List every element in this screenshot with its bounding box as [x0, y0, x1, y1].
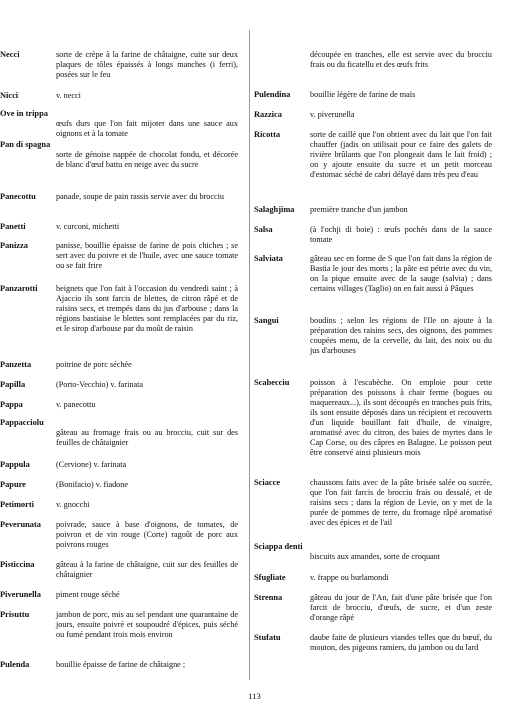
entry-definition: gâteau à la farine de châtaigne, cuit sur des feuilles de châtaignier: [56, 560, 238, 579]
entry-definition: (Cervione) v. farinata: [56, 460, 127, 469]
entry-term: Panzarotti: [0, 284, 38, 293]
entry-term: Pappula: [0, 460, 30, 469]
entry-definition: poisson à l'escabèche. On emploie pour cette préparation des poissons à chair ferme (bogues ou maquereaux...), ils sont découpés en tranches puis frits, ils sont ensuite déposés dans un récipient et recouverts d'un liquide bouillant fait d'huile, de vinaigre, aromatisé avec du citron, des baies de myrtes dans le Cap Corse, ou des câpres en Balagne. Le poisson peut être conservé ainsi plusieurs mois: [310, 378, 492, 457]
entry-term: Panecottu: [0, 192, 36, 201]
entry-term: Prisuttu: [0, 610, 30, 619]
entry-definition: boudins ; selon les régions de l'Ile on ajoute à la préparation des raisins secs, des oignons, des pommes coupées menu, de la cervelle, du lait, des noix ou du jus d'arbouses: [310, 316, 492, 355]
entry-definition: daube faite de plusieurs viandes telles que du bœuf, du mouton, des pigeons ramiers, du jambon ou du lard: [310, 633, 492, 652]
entry-term: Scabecciu: [254, 378, 290, 387]
entry-term: Petimorti: [0, 500, 34, 509]
dictionary-entry: [254, 542, 492, 562]
entry-term: Papure: [0, 480, 26, 489]
entry-term: Razzica: [254, 110, 282, 119]
entry-definition: sorte de crèpe à la farine de châtaigne, cuite sur deux plaques de tôles épaissés à longs manches (i ferri), posées sur le feu: [56, 50, 238, 79]
entry-definition: v. gnocchi: [56, 500, 90, 509]
entry-term: Pappa: [0, 400, 23, 409]
entry-definition: (Porto-Vecchio) v. farinata: [56, 380, 143, 389]
entry-term: Pan di spagna: [0, 140, 51, 149]
entry-definition: v. frappe ou burlamondi: [310, 573, 389, 582]
entry-definition: (à l'ochji di boie) : œufs pochés dans de la sauce tomate: [310, 225, 492, 244]
entry-term: Peverunata: [0, 520, 41, 529]
entry-term: Pappacciolu: [0, 418, 44, 427]
entry-term: Ove in trippa: [0, 109, 48, 118]
page-number: 113: [248, 691, 261, 701]
entry-definition: bouillie épaisse de farine de châtaigne ;: [56, 660, 186, 669]
entry-term: Sciacce: [254, 478, 281, 487]
entry-definition: gâteau au fromage frais ou au brocciu, cuit sur des feuilles de châtaignier: [56, 428, 238, 447]
entry-term: Panizza: [0, 241, 28, 250]
entry-definition: beignets que l'on fait à l'occasion du vendredi saint ; à Ajaccio ils sont farcis de blettes, de citron râpé et de raisins secs, et trempés dans du jus d'arbouse ; dans la régions bastiaise le blettes sont remplacées par du riz, et le sirop d'arbouse par du moût de raisin: [56, 284, 238, 333]
entry-term: Panetti: [0, 222, 26, 231]
entry-term: Necci: [0, 50, 20, 59]
entry-definition: poitrine de porc séchée: [56, 360, 132, 369]
entry-definition: jambon de porc, mis au sel pendant une quarantaine de jours, ensuite poivré et soupoudré d'épices, puis séché ou fumé pendant trois mois environ: [56, 610, 238, 639]
entry-term: Sfugliate: [254, 573, 286, 582]
entry-term: Sangui: [254, 316, 279, 325]
dictionary-entry: [0, 109, 238, 139]
continued-definition-text: découpée en tranches, elle est servie avec du brocciu frais ou du ficatellu et des œufs frits: [310, 50, 492, 69]
entry-definition: première tranche d'un jambon: [310, 205, 408, 214]
dictionary-entry: [0, 140, 238, 170]
entry-definition: panisse, bouillie épaisse de farine de pois chiches ; se sert avec du poivre et de l'huile, avec une sauce tomate ou se fait frire: [56, 241, 238, 270]
entry-definition: v. piverunella: [310, 110, 355, 119]
dictionary-entry: [0, 418, 238, 448]
entry-definition: chaussons faits avec de la pâte brisée salée ou sucrée, que l'on fait farcis de brocciu frais ou dessalé, et de raisins secs ; dans la région de Levie, on y met de la purée de pommes de terre, du fromage râpé aromatisé avec des épices et de l'ail: [310, 478, 492, 527]
entry-definition: v. curconi, michetti: [56, 222, 120, 231]
entry-term: Pisticcina: [0, 560, 35, 569]
entry-definition: piment rouge séché: [56, 590, 120, 599]
entry-term: Strenna: [254, 593, 283, 602]
entry-term: Sciappa denti: [254, 542, 303, 551]
entry-definition: gâteau du jour de l'An, fait d'une pâte brisée que l'on farcit de brocciu, d'œufs, de sucre, et d'un zeste d'orange râpé: [310, 593, 492, 622]
entry-term: Pulenda: [0, 660, 30, 669]
entry-definition: poivrade, sauce à base d'oignons, de tomates, de poivron et de vin rouge (Corte) ragoût de porc aux poivrons rouges: [56, 520, 238, 549]
entry-definition: biscuits aux amandes, sorte de croquant: [310, 552, 441, 561]
entry-term: Ricotta: [254, 130, 281, 139]
entry-term: Salaghjima: [254, 205, 295, 214]
entry-term: Salsa: [254, 225, 273, 234]
entry-term: Papilla: [0, 380, 26, 389]
entry-definition: (Bonifacio) v. fiadone: [56, 480, 128, 489]
entry-definition: sorte de génoise nappée de chocolat fondu, et décorée de blanc d'œuf battu en neige avec du sucre: [56, 150, 238, 169]
entry-definition: sorte de caillé que l'on obtient avec du lait que l'on fait chauffer (jadis on utilisait pour ce faire des galets de rivière brûlants que l'on plongeait dans le lait froid) ; on y ajoute ensuite du sucre et un petit morceau d'estomac séché de cabri délayé dans très peu d'eau: [310, 130, 492, 179]
entry-definition: œufs durs que l'on fait mijoter dans une sauce aux oignons et à la tomate: [56, 119, 238, 138]
entry-term: Nicci: [0, 91, 19, 100]
entry-definition: v. panecottu: [56, 400, 96, 409]
entry-definition: panade, soupe de pain rassis servie avec du brocciu: [56, 192, 225, 201]
entry-definition: gâteau sec en forme de S que l'on fait dans la région de Bastia le jour des morts ; la pâte est pétrie avec du vin, on la pique ensuite avec de la sauge (salvia) ; dans certains villages (Taglio) on en fait aussi à Pâques: [310, 254, 492, 293]
entry-definition: bouillie légère de farine de maïs: [310, 90, 416, 99]
entry-definition: v. necci: [56, 91, 81, 100]
column-divider: [249, 30, 250, 680]
entry-term: Piverunella: [0, 590, 41, 599]
entry-term: Pulendina: [254, 90, 291, 99]
entry-term: Panzetta: [0, 360, 32, 369]
entry-term: Salviata: [254, 254, 283, 263]
entry-term: Stufatu: [254, 633, 281, 642]
